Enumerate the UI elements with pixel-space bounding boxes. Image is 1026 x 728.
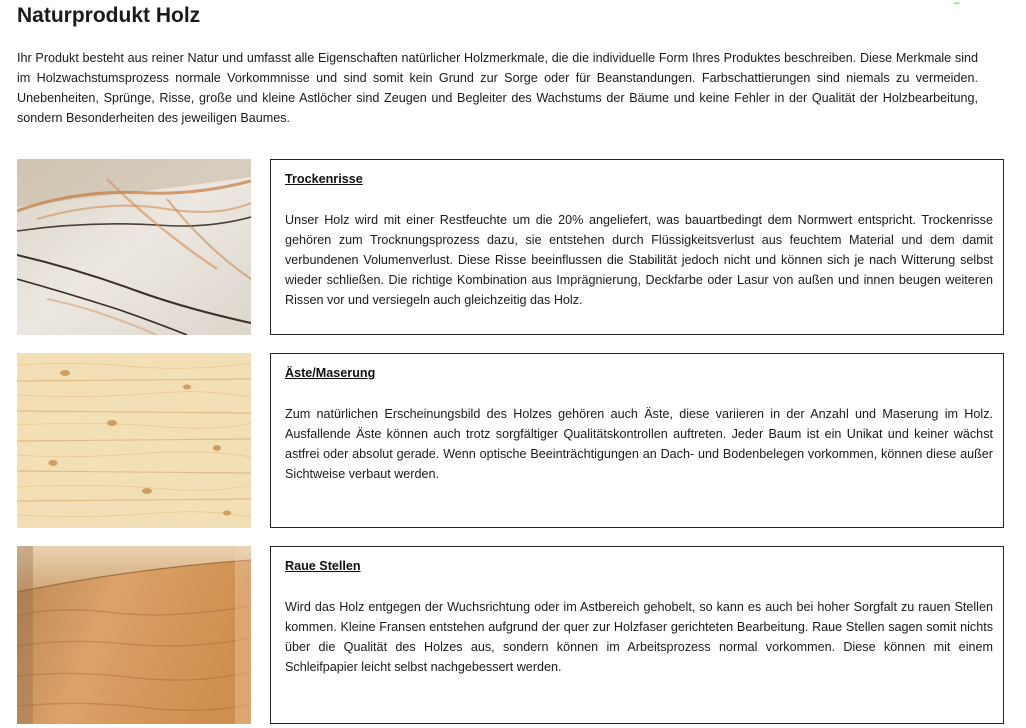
intro-paragraph: Ihr Produkt besteht aus reiner Natur und umfasst alle Eigenschaften natürlicher Holzmerkmale, die die individuelle Form Ihres Produktes beschreiben. Diese Merkmale sind im Holzwachstumsprozess normale Vorkommnisse und sind somit kein Grund zur Sorge oder für Beanstandungen. Farbschattierungen sind niemals zu vermeiden. Unebenheiten, Sprünge, Risse, große und kleine Astlöcher sind Zeugen und Begleiter des Wachstums der Bäume und keine Fehler in der Qualität der Holzbearbeitung, sondern Besonderheiten des jeweiligen Baumes. <box>17 51 978 125</box>
section-heading-raue-stellen: Raue Stellen <box>285 559 361 573</box>
section-heading-aeste-maserung: Äste/Maserung <box>285 366 376 380</box>
section-card-raue-stellen <box>270 546 1004 724</box>
section-card-aeste-maserung <box>270 353 1004 528</box>
section-heading-trockenrisse: Trockenrisse <box>285 172 363 186</box>
wood-rough-photo <box>17 546 251 724</box>
section-text-raue-stellen: Wird das Holz entgegen der Wuchsrichtung oder im Astbereich gehobelt, so kann es auch bei hoher Sorgfalt zu rauen Stellen kommen. Kleine Fransen entstehen aufgrund der quer zur Holzfaser gerichteten Bearbeitung. Raue Stellen sagen somit nichts über die Qualität des Holzes aus, sondern können im Arbeitsprozess normal vorkommen. Diese können mit einem Schleifpapier leicht selbst nachgebessert werden. <box>285 600 993 674</box>
section-text-trockenrisse: Unser Holz wird mit einer Restfeuchte um die 20% angeliefert, was bauartbedingt dem Normwert entspricht. Trockenrisse gehören zum Trocknungsprozess dazu, sie entstehen durch Flüssigkeitsverlust aus feuchtem Material und dem damit verbundenen Volumenverlust. Diese Risse beeinflussen die Stabilität jedoch nicht und können sich je nach Witterung selbst wieder schließen. Die richtige Kombination aus Imprägnierung, Deckfarbe oder Lasur von außen und innen beugen weiteren Rissen vor und versiegeln auch gleichzeitig das Holz. <box>285 213 993 307</box>
section-text-aeste-maserung: Zum natürlichen Erscheinungsbild des Holzes gehören auch Äste, diese variieren in der Anzahl und Maserung im Holz. Ausfallende Äste können auch trotz sorgfältiger Qualitätskontrollen auftreten. Jeder Baum ist ein Unikat und keiner wächst astfrei oder absolut gerade. Wenn optische Beeinträchtigungen an Dach- und Bodenbelegen vorkommen, können diese außer Sichtweise verbaut werden. <box>285 407 993 481</box>
section-card-trockenrisse <box>270 159 1004 335</box>
wood-crack-photo <box>17 159 251 335</box>
page-title: Naturprodukt Holz <box>17 4 201 27</box>
corner-logo-mark: ▁ <box>954 0 960 4</box>
wood-knots-photo <box>17 353 251 528</box>
